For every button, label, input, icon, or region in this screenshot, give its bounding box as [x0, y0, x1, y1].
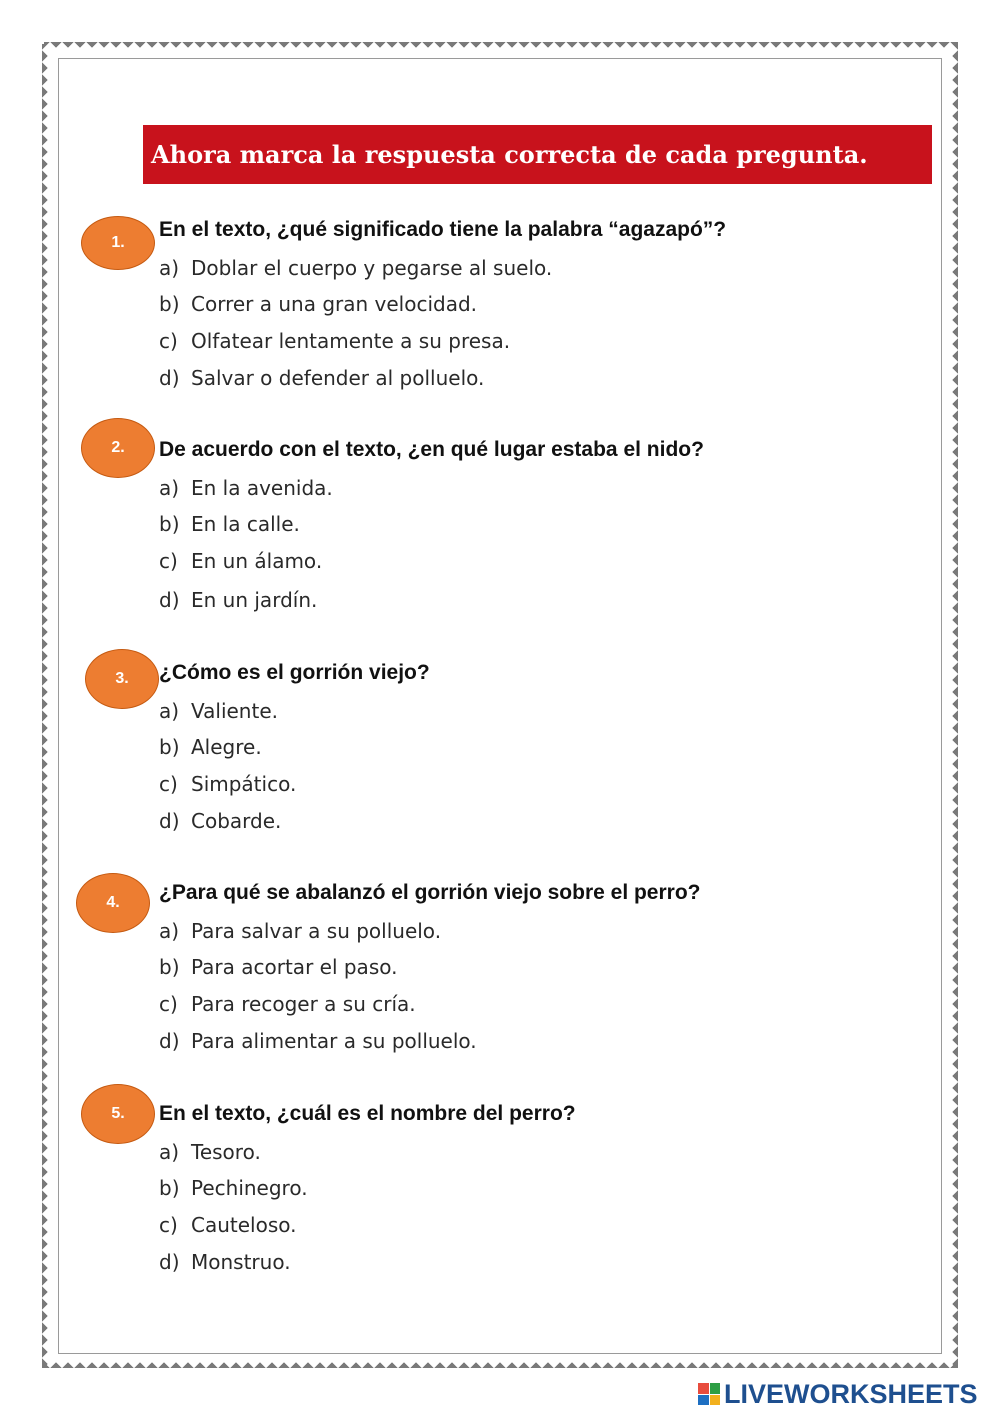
option-text: Alegre. [191, 735, 262, 759]
question-text: ¿Para qué se abalanzó el gorrión viejo sobre el perro? [159, 881, 701, 904]
question-text: ¿Cómo es el gorrión viejo? [159, 661, 430, 684]
option-text: Simpático. [191, 772, 297, 796]
option-text: Doblar el cuerpo y pegarse al suelo. [191, 256, 553, 280]
frame-right-border [946, 44, 958, 1368]
option-letter: a) [159, 919, 180, 943]
instruction-title: Ahora marca la respuesta correcta de cada pregunta. [151, 140, 868, 169]
frame-bottom-border [44, 1356, 958, 1368]
frame-top-border [44, 42, 958, 54]
option-text: Correr a una gran velocidad. [191, 292, 478, 316]
option-letter: d) [159, 1029, 180, 1053]
option-a[interactable] [159, 256, 552, 280]
option-text: En la avenida. [191, 476, 333, 500]
option-letter: b) [159, 512, 180, 536]
option-a[interactable] [159, 476, 333, 500]
option-d[interactable] [159, 1029, 477, 1053]
option-c[interactable] [159, 549, 322, 573]
option-letter: d) [159, 588, 180, 612]
option-text: En la calle. [191, 512, 300, 536]
option-d[interactable] [159, 366, 484, 390]
option-letter: b) [159, 1176, 180, 1200]
option-letter: c) [159, 1213, 178, 1237]
option-letter: a) [159, 476, 180, 500]
option-text: Para recoger a su cría. [191, 992, 416, 1016]
option-letter: a) [159, 256, 180, 280]
brand-mark-icon [698, 1383, 720, 1405]
option-b[interactable] [159, 1176, 308, 1200]
option-letter: b) [159, 735, 180, 759]
option-letter: c) [159, 329, 178, 353]
option-text: Valiente. [191, 699, 278, 723]
question-text: En el texto, ¿cuál es el nombre del perro? [159, 1102, 576, 1125]
option-letter: c) [159, 549, 178, 573]
option-text: Para alimentar a su polluelo. [191, 1029, 477, 1053]
option-letter: c) [159, 992, 178, 1016]
question-text: De acuerdo con el texto, ¿en qué lugar estaba el nido? [159, 438, 704, 461]
option-letter: b) [159, 292, 180, 316]
option-a[interactable] [159, 1140, 261, 1164]
option-letter: a) [159, 699, 180, 723]
option-letter: c) [159, 772, 178, 796]
option-text: Tesoro. [191, 1140, 261, 1164]
option-text: Salvar o defender al polluelo. [191, 366, 485, 390]
option-d[interactable] [159, 588, 317, 612]
question-number-badge: 2. [81, 418, 155, 478]
option-c[interactable] [159, 1213, 297, 1237]
frame-left-border [42, 44, 54, 1368]
instruction-banner [143, 125, 932, 184]
option-text: Cobarde. [191, 809, 282, 833]
option-letter: d) [159, 1250, 180, 1274]
option-text: En un jardín. [191, 588, 318, 612]
option-letter: d) [159, 366, 180, 390]
option-c[interactable] [159, 772, 296, 796]
question-text: En el texto, ¿qué significado tiene la palabra “agazapó”? [159, 218, 727, 241]
option-letter: d) [159, 809, 180, 833]
option-letter: a) [159, 1140, 180, 1164]
option-d[interactable] [159, 809, 281, 833]
option-text: Cauteloso. [191, 1213, 297, 1237]
option-text: En un álamo. [191, 549, 323, 573]
brand-name: LIVEWORKSHEETS [724, 1378, 978, 1409]
option-d[interactable] [159, 1250, 291, 1274]
option-text: Pechinegro. [191, 1176, 308, 1200]
question-number-badge: 1. [81, 216, 155, 270]
option-text: Olfatear lentamente a su presa. [191, 329, 511, 353]
option-b[interactable] [159, 735, 262, 759]
option-c[interactable] [159, 329, 510, 353]
option-letter: b) [159, 955, 180, 979]
option-c[interactable] [159, 992, 416, 1016]
liveworksheets-logo[interactable] [698, 1380, 978, 1408]
option-a[interactable] [159, 919, 441, 943]
question-number-badge: 4. [76, 873, 150, 933]
option-b[interactable] [159, 955, 397, 979]
option-text: Para acortar el paso. [191, 955, 398, 979]
option-text: Para salvar a su polluelo. [191, 919, 442, 943]
question-number-badge: 3. [85, 649, 159, 709]
option-b[interactable] [159, 292, 477, 316]
option-b[interactable] [159, 512, 300, 536]
option-a[interactable] [159, 699, 278, 723]
option-text: Monstruo. [191, 1250, 291, 1274]
question-number-badge: 5. [81, 1084, 155, 1144]
